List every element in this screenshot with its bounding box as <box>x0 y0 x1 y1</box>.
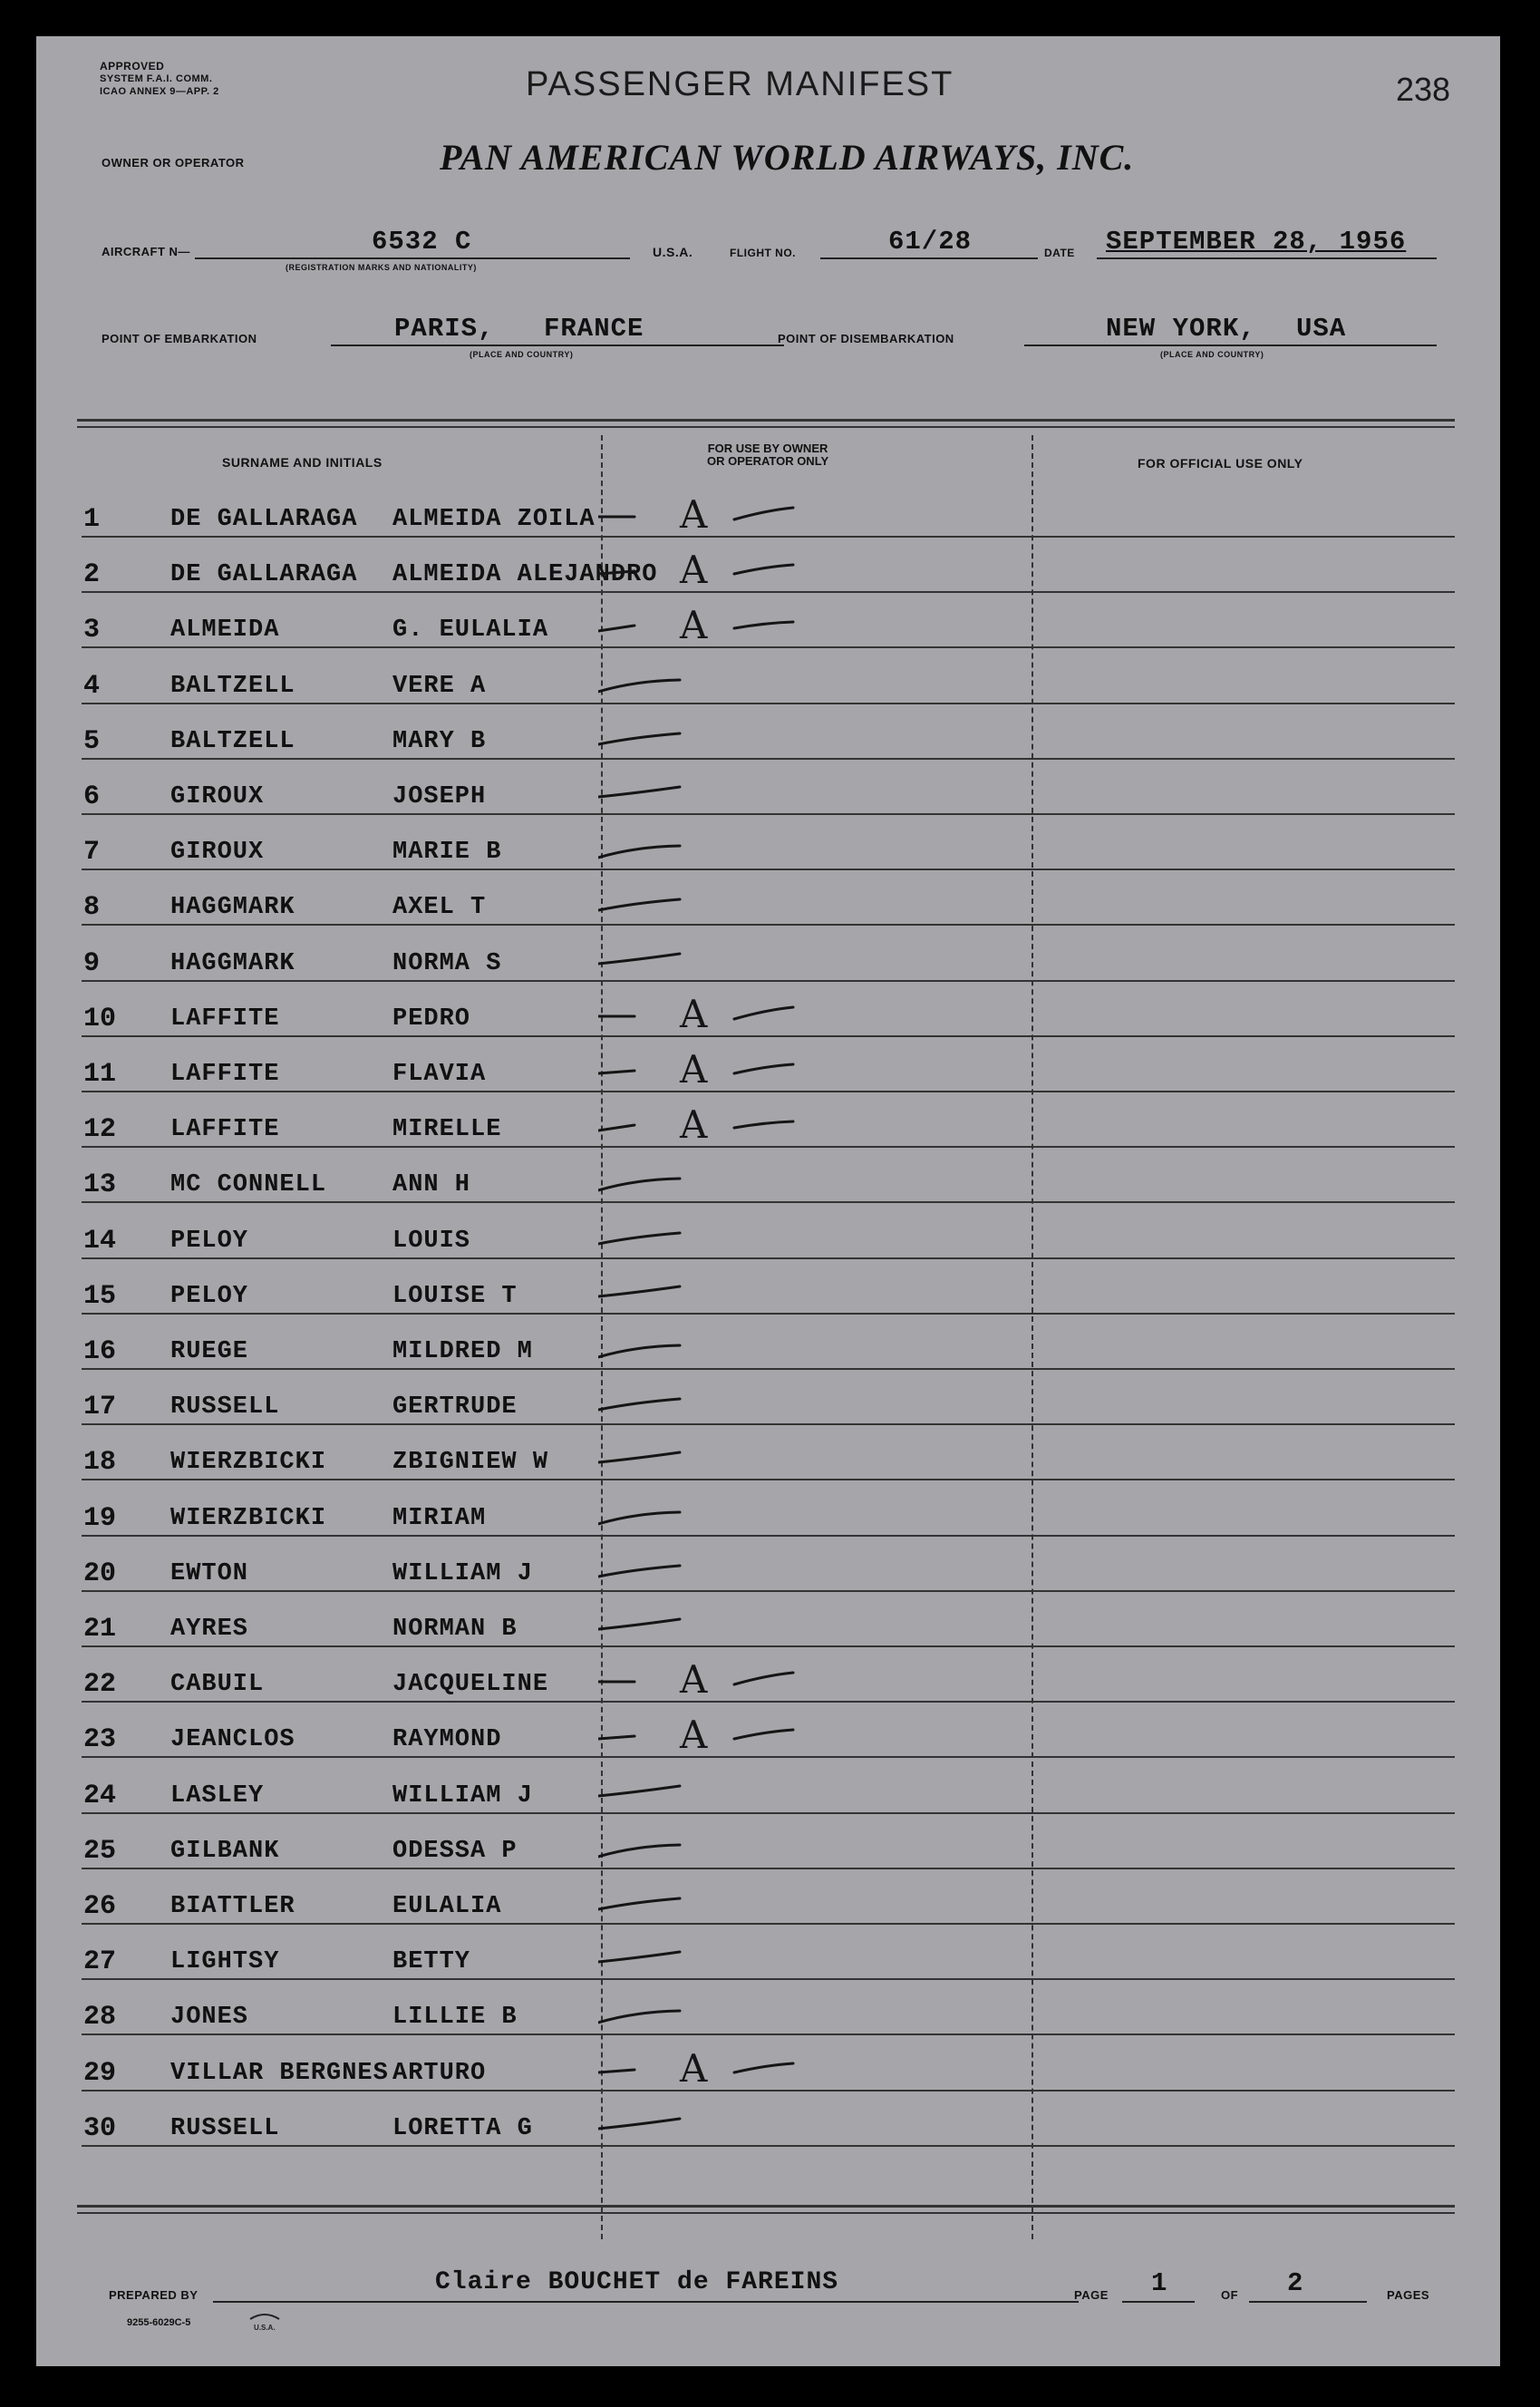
handwritten-mark-letter: A <box>680 603 708 648</box>
table-row <box>36 2095 1500 2150</box>
passenger-surname: GILBANK <box>170 1837 280 1865</box>
passenger-surname: PELOY <box>170 1227 249 1255</box>
row-number: 8 <box>83 892 101 924</box>
table-row <box>36 1706 1500 1762</box>
passenger-initials: ALMEIDA ZOILA <box>392 506 596 533</box>
row-rule <box>82 758 1455 760</box>
handwritten-mark <box>598 1712 834 1757</box>
row-rule <box>82 536 1455 538</box>
row-rule <box>82 1812 1455 1814</box>
prepared-by-name: Claire BOUCHET de FAREINS <box>435 2268 839 2296</box>
handwritten-mark <box>598 2045 834 2091</box>
table-top-rule-2 <box>77 426 1455 428</box>
passenger-surname: GIROUX <box>170 783 265 810</box>
passenger-surname: LAFFITE <box>170 1005 280 1033</box>
row-number: 26 <box>83 1891 117 1922</box>
total-underline <box>1249 2301 1367 2303</box>
row-number: 12 <box>83 1114 117 1146</box>
handwritten-dash <box>598 1546 834 1591</box>
disembarkation-city: NEW YORK, <box>1106 314 1256 344</box>
handwritten-dash <box>598 658 834 704</box>
embarkation-label: POINT OF EMBARKATION <box>102 332 257 345</box>
passenger-surname: VILLAR BERGNES <box>170 2059 389 2087</box>
approval-line-1: APPROVED <box>100 60 165 73</box>
row-number: 30 <box>83 2112 117 2144</box>
row-rule <box>82 1091 1455 1092</box>
table-row <box>36 819 1500 874</box>
row-rule <box>82 980 1455 982</box>
row-rule <box>82 1701 1455 1703</box>
passenger-surname: RUSSELL <box>170 1393 280 1422</box>
table-row <box>36 653 1500 708</box>
passenger-surname: RUEGE <box>170 1338 249 1365</box>
table-row <box>36 1873 1500 1928</box>
sheet-number: 238 <box>1396 71 1451 108</box>
handwritten-mark-letter: A <box>680 548 708 593</box>
embarkation-underline <box>331 345 784 346</box>
table-top-rule <box>77 419 1455 422</box>
handwritten-dash <box>598 1490 834 1536</box>
row-rule <box>82 646 1455 648</box>
table-row <box>36 1540 1500 1596</box>
row-number: 4 <box>83 670 101 702</box>
aircraft-label: AIRCRAFT N— <box>102 245 190 258</box>
row-number: 29 <box>83 2057 117 2089</box>
row-number: 23 <box>83 1724 117 1756</box>
row-number: 14 <box>83 1225 117 1257</box>
flight-date: SEPTEMBER 28, 1956 <box>1106 227 1407 257</box>
row-rule <box>82 2090 1455 2092</box>
embarkation-city: PARIS, <box>394 314 495 344</box>
row-rule <box>82 1978 1455 1980</box>
row-number: 7 <box>83 837 101 869</box>
passenger-initials: LOUIS <box>392 1227 471 1255</box>
operator-name: PAN AMERICAN WORLD AIRWAYS, INC. <box>440 137 1135 178</box>
row-rule <box>82 1756 1455 1758</box>
passenger-initials: RAYMOND <box>392 1726 502 1754</box>
page-label: PAGE <box>1074 2288 1109 2302</box>
embarkation-country: FRANCE <box>544 314 644 344</box>
owner-use-line-2: OR OPERATOR ONLY <box>707 454 829 468</box>
passenger-initials: ODESSA P <box>392 1837 518 1865</box>
embarkation-sublabel: (PLACE AND COUNTRY) <box>470 350 574 359</box>
passenger-initials: MILDRED M <box>392 1338 533 1365</box>
passenger-initials: LORETTA G <box>392 2114 533 2142</box>
owner-use-line-1: FOR USE BY OWNER <box>707 442 828 455</box>
flight-underline <box>820 257 1038 259</box>
page-current: 1 <box>1151 2268 1168 2298</box>
passenger-surname: DE GALLARAGA <box>170 561 358 589</box>
passenger-initials: MARY B <box>392 727 487 755</box>
passenger-surname: WIERZBICKI <box>170 1504 327 1532</box>
row-rule <box>82 1923 1455 1925</box>
handwritten-mark-letter: A <box>680 492 708 537</box>
passenger-initials: JOSEPH <box>392 783 487 810</box>
row-number: 9 <box>83 947 101 979</box>
aircraft-sublabel: (REGISTRATION MARKS AND NATIONALITY) <box>286 263 477 272</box>
handwritten-dash <box>598 1878 834 1924</box>
handwritten-dash <box>598 1768 834 1813</box>
row-rule <box>82 1535 1455 1537</box>
table-row <box>36 1429 1500 1484</box>
flight-label: FLIGHT NO. <box>730 247 796 259</box>
handwritten-mark-letter: A <box>680 1047 708 1092</box>
passenger-surname: MC CONNELL <box>170 1171 327 1199</box>
disembarkation-sublabel: (PLACE AND COUNTRY) <box>1160 350 1264 359</box>
handwritten-dash <box>598 824 834 869</box>
country-label: U.S.A. <box>653 245 693 259</box>
flight-number: 61/28 <box>888 227 973 257</box>
table-row <box>36 2040 1500 2095</box>
row-number: 2 <box>83 559 101 591</box>
handwritten-mark-letter: A <box>680 2045 708 2091</box>
handwritten-dash <box>598 713 834 759</box>
handwritten-dash <box>598 1379 834 1424</box>
prepared-by-label: PREPARED BY <box>109 2288 199 2302</box>
owner-label: OWNER OR OPERATOR <box>102 156 245 170</box>
form-code: 9255-6029C-5 <box>127 2317 191 2328</box>
row-number: 16 <box>83 1336 117 1367</box>
row-rule <box>82 1423 1455 1425</box>
row-rule <box>82 591 1455 593</box>
aircraft-underline <box>195 257 630 259</box>
approval-block <box>100 60 219 98</box>
row-rule <box>82 1201 1455 1203</box>
handwritten-dash <box>598 2101 834 2146</box>
passenger-initials: AXEL T <box>392 894 487 922</box>
row-number: 1 <box>83 504 101 535</box>
table-row <box>36 1151 1500 1207</box>
table-bottom-rule <box>77 2205 1455 2208</box>
handwritten-dash <box>598 1157 834 1202</box>
page-total: 2 <box>1287 2268 1304 2298</box>
row-rule <box>82 869 1455 870</box>
passenger-initials: LOUISE T <box>392 1282 518 1310</box>
table-row <box>36 1485 1500 1540</box>
passenger-surname: JEANCLOS <box>170 1726 295 1754</box>
passenger-initials: FLAVIA <box>392 1061 487 1088</box>
passenger-initials: WILLIAM J <box>392 1781 533 1810</box>
handwritten-dash <box>598 1823 834 1868</box>
svg-text:U.S.A.: U.S.A. <box>254 2324 276 2332</box>
handwritten-mark <box>598 547 834 592</box>
table-row <box>36 763 1500 819</box>
disembarkation-country: USA <box>1296 314 1347 344</box>
table-row <box>36 1928 1500 1984</box>
row-number: 11 <box>83 1059 117 1090</box>
handwritten-mark-letter: A <box>680 1713 708 1758</box>
row-rule <box>82 1257 1455 1259</box>
table-row <box>36 1318 1500 1373</box>
passenger-surname: GIROUX <box>170 839 265 867</box>
row-rule <box>82 1313 1455 1315</box>
table-row <box>36 930 1500 985</box>
table-row <box>36 1596 1500 1651</box>
row-number: 24 <box>83 1780 117 1811</box>
passenger-initials: VERE A <box>392 672 487 700</box>
row-rule <box>82 1035 1455 1037</box>
row-rule <box>82 1645 1455 1647</box>
handwritten-mark <box>598 1656 834 1702</box>
table-bottom-rule-2 <box>77 2212 1455 2214</box>
passenger-initials: MIRELLE <box>392 1116 502 1144</box>
date-label: DATE <box>1044 247 1075 259</box>
passenger-surname: PELOY <box>170 1282 249 1310</box>
handwritten-dash <box>598 1989 834 2034</box>
handwritten-mark-letter: A <box>680 991 708 1036</box>
table-row <box>36 1263 1500 1318</box>
passenger-surname: BIATTLER <box>170 1893 295 1920</box>
passenger-surname: EWTON <box>170 1559 249 1587</box>
row-number: 19 <box>83 1502 117 1534</box>
page-title: PASSENGER MANIFEST <box>526 65 954 103</box>
row-rule <box>82 703 1455 704</box>
pages-label: PAGES <box>1387 2288 1430 2302</box>
table-row <box>36 985 1500 1041</box>
row-rule <box>82 1590 1455 1592</box>
passenger-surname: LAFFITE <box>170 1061 280 1088</box>
row-rule <box>82 1868 1455 1869</box>
passenger-initials: NORMAN B <box>392 1616 518 1643</box>
handwritten-mark-letter: A <box>680 1657 708 1703</box>
passenger-initials: ANN H <box>392 1171 471 1199</box>
table-row <box>36 1096 1500 1151</box>
date-underline <box>1097 257 1437 259</box>
passenger-surname: JONES <box>170 2004 249 2032</box>
passenger-initials: MARIE B <box>392 839 502 867</box>
row-number: 6 <box>83 781 101 812</box>
passenger-surname: WIERZBICKI <box>170 1449 327 1477</box>
handwritten-mark <box>598 491 834 537</box>
row-rule <box>82 924 1455 926</box>
passenger-list <box>36 486 1500 2172</box>
handwritten-dash <box>598 1268 834 1314</box>
passenger-surname: LAFFITE <box>170 1116 280 1144</box>
passenger-initials: LILLIE B <box>392 2004 518 2032</box>
row-number: 13 <box>83 1170 117 1201</box>
passenger-surname: BALTZELL <box>170 727 295 755</box>
printer-seal-icon <box>247 2310 283 2340</box>
handwritten-dash <box>598 1601 834 1646</box>
table-row <box>36 1373 1500 1429</box>
row-rule <box>82 2145 1455 2147</box>
row-rule <box>82 1479 1455 1480</box>
table-row <box>36 541 1500 597</box>
handwritten-mark <box>598 602 834 647</box>
table-row <box>36 486 1500 541</box>
passenger-initials: G. EULALIA <box>392 616 549 645</box>
table-row <box>36 1984 1500 2039</box>
handwritten-mark <box>598 991 834 1036</box>
handwritten-mark <box>598 1046 834 1092</box>
passenger-initials: WILLIAM J <box>392 1559 533 1587</box>
row-rule <box>82 813 1455 815</box>
row-number: 5 <box>83 725 101 757</box>
passenger-surname: HAGGMARK <box>170 949 295 977</box>
passenger-surname: HAGGMARK <box>170 894 295 922</box>
passenger-initials: JACQUELINE <box>392 1671 549 1699</box>
disembarkation-underline <box>1024 345 1437 346</box>
table-row <box>36 874 1500 929</box>
passenger-surname: LIGHTSY <box>170 1948 280 1976</box>
row-number: 22 <box>83 1669 117 1701</box>
handwritten-dash <box>598 879 834 925</box>
row-number: 15 <box>83 1280 117 1312</box>
page-underline <box>1122 2301 1195 2303</box>
column-header-official: FOR OFFICIAL USE ONLY <box>1138 456 1303 471</box>
approval-line-3: ICAO ANNEX 9—APP. 2 <box>100 86 219 97</box>
handwritten-dash <box>598 1934 834 1979</box>
row-rule <box>82 1368 1455 1370</box>
passenger-initials: EULALIA <box>392 1893 502 1920</box>
passenger-surname: BALTZELL <box>170 672 295 700</box>
table-row <box>36 1208 1500 1263</box>
passenger-surname: CABUIL <box>170 1671 265 1699</box>
handwritten-dash <box>598 1324 834 1369</box>
row-number: 17 <box>83 1392 117 1423</box>
table-row <box>36 1041 1500 1096</box>
disembarkation-label: POINT OF DISEMBARKATION <box>778 332 954 345</box>
passenger-initials: ARTURO <box>392 2059 487 2087</box>
passenger-surname: RUSSELL <box>170 2114 280 2142</box>
passenger-initials: ZBIGNIEW W <box>392 1449 549 1477</box>
of-label: OF <box>1221 2288 1239 2302</box>
passenger-initials: PEDRO <box>392 1005 471 1033</box>
manifest-sheet <box>36 36 1500 2366</box>
row-number: 10 <box>83 1003 117 1034</box>
passenger-initials: GERTRUDE <box>392 1393 518 1422</box>
passenger-initials: ALMEIDA ALEJANDRO <box>392 561 658 589</box>
approval-line-2: SYSTEM F.A.I. COMM. <box>100 73 213 84</box>
passenger-initials: MIRIAM <box>392 1504 487 1532</box>
table-row <box>36 708 1500 763</box>
passenger-initials: BETTY <box>392 1948 471 1976</box>
row-number: 27 <box>83 1946 117 1978</box>
handwritten-dash <box>598 1213 834 1258</box>
row-number: 18 <box>83 1447 117 1479</box>
prepared-by-underline <box>213 2301 1079 2303</box>
handwritten-mark-letter: A <box>680 1102 708 1148</box>
handwritten-dash <box>598 1434 834 1480</box>
passenger-surname: DE GALLARAGA <box>170 506 358 533</box>
passenger-initials: NORMA S <box>392 949 502 977</box>
row-number: 28 <box>83 2002 117 2033</box>
table-row <box>36 1651 1500 1706</box>
aircraft-registration: 6532 C <box>372 227 472 257</box>
row-rule <box>82 2033 1455 2035</box>
passenger-surname: LASLEY <box>170 1781 265 1810</box>
column-header-owner <box>707 442 828 468</box>
row-number: 21 <box>83 1614 117 1645</box>
handwritten-dash <box>598 769 834 814</box>
row-number: 3 <box>83 615 101 646</box>
handwritten-mark <box>598 1102 834 1147</box>
row-rule <box>82 1146 1455 1148</box>
table-row <box>36 1762 1500 1818</box>
row-number: 25 <box>83 1835 117 1867</box>
table-row <box>36 1818 1500 1873</box>
passenger-surname: AYRES <box>170 1616 249 1643</box>
handwritten-dash <box>598 936 834 981</box>
column-header-names: SURNAME AND INITIALS <box>222 455 383 470</box>
table-row <box>36 597 1500 652</box>
passenger-surname: ALMEIDA <box>170 616 280 645</box>
row-number: 20 <box>83 1558 117 1589</box>
